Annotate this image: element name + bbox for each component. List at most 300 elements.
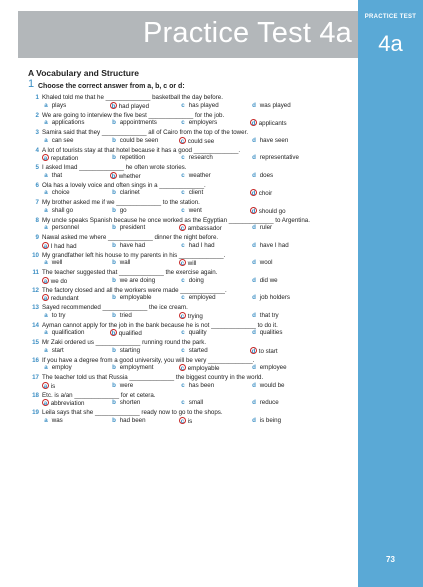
option-letter: a xyxy=(44,329,48,337)
answer-option[interactable] xyxy=(42,259,110,268)
question-number: 4 xyxy=(35,146,39,154)
answer-options xyxy=(28,294,354,303)
answer-option[interactable] xyxy=(110,347,179,356)
question-item xyxy=(28,164,354,181)
option-text: we do xyxy=(50,277,68,285)
question-text xyxy=(28,339,354,347)
question-prompt: Ayman cannot apply for the job in the bank because he is not _____________ to do it. xyxy=(42,321,278,329)
option-letter: b xyxy=(112,276,116,284)
option-text: was xyxy=(51,416,63,424)
side-tab-label: PRACTICE TEST xyxy=(364,14,417,20)
answer-option[interactable] xyxy=(42,137,110,146)
option-text: I had had xyxy=(50,242,77,250)
question-item xyxy=(28,112,354,129)
option-letter: c xyxy=(181,346,185,354)
question-text xyxy=(28,287,354,295)
option-letter: a xyxy=(44,311,48,319)
option-text: can see xyxy=(51,136,74,144)
question-text xyxy=(28,234,354,242)
answer-option[interactable] xyxy=(250,417,345,426)
answer-option[interactable] xyxy=(179,242,250,251)
option-letter: b xyxy=(112,311,116,319)
option-letter: a xyxy=(43,382,48,390)
title-banner xyxy=(18,11,358,58)
question-number: 12 xyxy=(32,286,39,294)
answer-option[interactable] xyxy=(42,329,110,338)
answer-option-selected[interactable] xyxy=(250,189,345,198)
option-text: repetition xyxy=(119,154,146,162)
option-letter: b xyxy=(111,102,116,110)
answer-option[interactable] xyxy=(110,399,179,408)
question-text xyxy=(28,164,354,172)
answer-options xyxy=(28,154,354,163)
answer-options xyxy=(28,399,354,408)
question-item xyxy=(28,409,354,426)
question-prompt: We are going to interview the five best _____________ for the job. xyxy=(42,111,225,119)
option-letter: d xyxy=(251,207,256,215)
option-text: shall go xyxy=(51,206,74,214)
question-item xyxy=(28,252,354,269)
option-text: would be xyxy=(259,381,285,389)
option-text: redundant xyxy=(50,295,79,303)
option-letter: d xyxy=(252,241,256,249)
question-prompt: The teacher suggested that _____________ the exercise again. xyxy=(42,269,218,276)
option-letter: a xyxy=(44,206,48,214)
question-text xyxy=(28,269,354,277)
option-text: weather xyxy=(188,171,211,179)
answer-options xyxy=(28,119,354,128)
option-text: is xyxy=(50,382,56,390)
answer-option[interactable] xyxy=(250,329,345,338)
answer-option[interactable] xyxy=(179,189,250,198)
answer-option-selected[interactable] xyxy=(179,312,250,321)
option-letter: b xyxy=(112,346,116,354)
option-text: qualified xyxy=(118,330,142,338)
answer-option[interactable] xyxy=(179,399,250,408)
question-number: 7 xyxy=(35,199,39,206)
option-text: tried xyxy=(119,311,132,319)
answer-option[interactable] xyxy=(110,207,179,216)
answer-option[interactable] xyxy=(110,242,179,251)
question-prompt: My uncle speaks Spanish because he once worked as the Egyptian _____________ to Argentina. xyxy=(42,216,310,224)
question-number: 6 xyxy=(35,181,39,189)
answer-option-selected[interactable] xyxy=(179,224,250,233)
option-letter: a xyxy=(44,259,48,267)
option-text: had played xyxy=(118,102,150,110)
answer-option[interactable] xyxy=(250,399,345,408)
question-number: 14 xyxy=(32,321,39,329)
question-item xyxy=(28,199,354,216)
option-text: does xyxy=(259,171,274,179)
option-letter: c xyxy=(181,189,185,197)
answer-option-selected[interactable] xyxy=(250,207,345,216)
question-number: 5 xyxy=(35,164,39,171)
option-letter: c xyxy=(181,154,185,162)
option-letter: a xyxy=(44,189,48,197)
question-prompt: Sayed recommended _____________ the ice cream. xyxy=(42,304,188,311)
option-letter: c xyxy=(181,294,185,302)
option-text: had been xyxy=(119,416,146,424)
answer-option[interactable] xyxy=(110,277,179,286)
answer-option-selected[interactable] xyxy=(42,382,110,391)
option-text: choir xyxy=(258,190,273,198)
option-text: employ xyxy=(51,364,72,372)
answer-option[interactable] xyxy=(42,189,110,198)
option-letter: b xyxy=(112,224,116,232)
option-text: qualities xyxy=(259,329,283,337)
question-item xyxy=(28,339,354,356)
answer-options xyxy=(28,347,354,356)
option-letter: a xyxy=(44,224,48,232)
option-letter: b xyxy=(112,381,116,389)
answer-option-selected[interactable] xyxy=(179,417,250,426)
question-prompt: Samira said that they _____________ all of Cairo from the top of the tower. xyxy=(42,129,249,136)
option-letter: a xyxy=(44,119,48,127)
option-letter: b xyxy=(112,364,116,372)
question-item xyxy=(28,182,354,199)
answer-option[interactable] xyxy=(179,347,250,356)
option-text: to try xyxy=(51,311,66,319)
option-text: qualification xyxy=(51,329,85,337)
option-letter: d xyxy=(252,364,256,372)
question-item xyxy=(28,287,354,304)
answer-option[interactable] xyxy=(179,277,250,286)
option-text: employers xyxy=(188,119,218,127)
option-text: wool xyxy=(259,259,273,267)
option-text: could be seen xyxy=(119,136,159,144)
answer-option[interactable] xyxy=(179,102,250,111)
answer-option[interactable] xyxy=(179,207,250,216)
answer-option[interactable] xyxy=(250,294,345,303)
option-letter: d xyxy=(252,259,256,267)
option-text: employable xyxy=(187,365,220,373)
question-prompt: If you have a degree from a good university, you will be very _____________. xyxy=(42,356,255,364)
answer-option[interactable] xyxy=(110,119,179,128)
option-letter: d xyxy=(252,329,256,337)
option-letter: c xyxy=(181,171,185,179)
answer-options xyxy=(28,259,354,268)
test-content xyxy=(28,67,354,427)
option-letter: d xyxy=(251,120,256,128)
option-letter: b xyxy=(112,259,116,267)
question-item xyxy=(28,392,354,409)
option-letter: d xyxy=(251,347,256,355)
option-letter: b xyxy=(111,172,116,180)
answer-option[interactable] xyxy=(42,224,110,233)
answer-options xyxy=(28,207,354,216)
question-text xyxy=(28,147,354,155)
answer-option-selected[interactable] xyxy=(250,347,345,356)
option-text: shorten xyxy=(119,399,141,407)
answer-option[interactable] xyxy=(110,364,179,373)
option-text: employment xyxy=(119,364,154,372)
option-text: we are doing xyxy=(119,276,156,284)
answer-option[interactable] xyxy=(42,347,110,356)
option-text: plays xyxy=(51,101,67,109)
option-text: abbreviation xyxy=(50,400,85,408)
question-prompt: Ola has a lovely voice and often sings in a _____________. xyxy=(42,181,206,189)
answer-option-selected[interactable] xyxy=(42,154,110,163)
answer-option[interactable] xyxy=(42,119,110,128)
option-text: client xyxy=(188,189,204,197)
option-letter: d xyxy=(252,311,256,319)
answer-option[interactable] xyxy=(179,154,250,163)
question-text xyxy=(28,252,354,260)
answer-options xyxy=(28,137,354,146)
option-text: will xyxy=(187,260,197,268)
question-text xyxy=(28,304,354,312)
question-number: 2 xyxy=(35,111,39,119)
option-text: clarinet xyxy=(119,189,140,197)
answer-option[interactable] xyxy=(42,417,110,426)
answer-option[interactable] xyxy=(42,312,110,321)
question-text xyxy=(28,94,354,102)
question-item xyxy=(28,304,354,321)
question-number: 1 xyxy=(35,94,39,101)
option-text: ambassador xyxy=(187,225,222,233)
question-item xyxy=(28,129,354,146)
question-text xyxy=(28,217,354,225)
answer-option[interactable] xyxy=(250,382,345,391)
question-text xyxy=(28,357,354,365)
answer-option-selected[interactable] xyxy=(110,172,179,181)
option-letter: d xyxy=(251,190,256,198)
answer-option[interactable] xyxy=(179,329,250,338)
option-letter: a xyxy=(43,295,48,303)
option-letter: c xyxy=(181,241,185,249)
question-number: 8 xyxy=(35,216,39,224)
question-item xyxy=(28,374,354,391)
question-prompt: Nawal asked me where _____________ dinner the night before. xyxy=(42,234,219,241)
question-text xyxy=(28,129,354,137)
option-letter: d xyxy=(252,294,256,302)
question-prompt: I asked Imad _____________ he often wrote stories. xyxy=(42,164,187,171)
answer-option-selected[interactable] xyxy=(42,277,110,286)
answer-option[interactable] xyxy=(110,417,179,426)
option-text: whether xyxy=(118,172,141,180)
option-text: reputation xyxy=(50,155,79,163)
option-letter: c xyxy=(181,206,185,214)
question-number: 9 xyxy=(35,234,39,241)
option-text: that xyxy=(51,171,63,179)
option-letter: c xyxy=(180,137,185,145)
answer-option[interactable] xyxy=(110,294,179,303)
side-tab-code: 4a xyxy=(378,31,403,56)
option-letter: c xyxy=(180,417,185,425)
option-letter: d xyxy=(252,276,256,284)
option-text: have I had xyxy=(259,241,289,249)
option-text: reduce xyxy=(259,399,279,407)
answer-option[interactable] xyxy=(250,137,345,146)
answer-option[interactable] xyxy=(179,294,250,303)
option-letter: d xyxy=(252,171,256,179)
answer-options xyxy=(28,364,354,373)
option-letter: c xyxy=(181,381,185,389)
question-text xyxy=(28,199,354,207)
option-letter: c xyxy=(180,225,185,233)
option-text: trying xyxy=(187,312,203,320)
answer-option-selected[interactable] xyxy=(110,102,179,111)
option-letter: c xyxy=(181,101,185,109)
option-letter: d xyxy=(252,154,256,162)
question-text xyxy=(28,374,354,382)
answer-option[interactable] xyxy=(250,364,345,373)
option-text: doing xyxy=(188,276,204,284)
option-text: is xyxy=(187,417,193,425)
question-text xyxy=(28,322,354,330)
answer-option[interactable] xyxy=(179,382,250,391)
option-text: was played xyxy=(259,101,291,109)
option-text: choice xyxy=(51,189,70,197)
answer-option-selected[interactable] xyxy=(110,329,179,338)
option-text: started xyxy=(188,346,208,354)
answer-option[interactable] xyxy=(179,172,250,181)
option-text: well xyxy=(51,259,63,267)
answer-option[interactable] xyxy=(250,277,345,286)
answer-option[interactable] xyxy=(250,242,345,251)
answer-options xyxy=(28,189,354,198)
option-letter: c xyxy=(180,365,185,373)
option-text: job holders xyxy=(259,294,291,302)
answer-option[interactable] xyxy=(110,154,179,163)
answer-options xyxy=(28,224,354,233)
option-text: start xyxy=(51,346,64,354)
question-item xyxy=(28,357,354,374)
option-letter: b xyxy=(112,399,116,407)
answer-option[interactable] xyxy=(42,364,110,373)
answer-option[interactable] xyxy=(250,224,345,233)
option-letter: b xyxy=(112,206,116,214)
question-prompt: The factory closed and all the workers were made _____________. xyxy=(42,286,227,294)
answer-option[interactable] xyxy=(110,312,179,321)
answer-options xyxy=(28,242,354,251)
answer-option[interactable] xyxy=(110,224,179,233)
option-letter: d xyxy=(252,136,256,144)
page-title: Practice Test 4a xyxy=(143,17,352,49)
answer-option[interactable] xyxy=(42,172,110,181)
answer-option[interactable] xyxy=(42,207,110,216)
option-letter: d xyxy=(252,381,256,389)
option-text: has been xyxy=(188,381,215,389)
question-text xyxy=(28,392,354,400)
question-text xyxy=(28,409,354,417)
answer-option[interactable] xyxy=(110,259,179,268)
option-letter: c xyxy=(181,276,185,284)
option-letter: a xyxy=(44,416,48,424)
option-letter: d xyxy=(252,416,256,424)
option-letter: b xyxy=(112,189,116,197)
option-text: to start xyxy=(258,347,278,355)
instruction xyxy=(28,78,354,92)
option-text: had I had xyxy=(188,241,215,249)
option-text: did we xyxy=(259,276,278,284)
option-letter: b xyxy=(112,416,116,424)
section-title: A Vocabulary and Structure xyxy=(28,68,139,78)
question-list xyxy=(28,94,354,426)
option-text: could see xyxy=(187,137,215,145)
option-letter: a xyxy=(43,277,48,285)
question-prompt: Leila says that she _____________ ready now to go to the shops. xyxy=(42,409,223,416)
option-letter: a xyxy=(44,171,48,179)
answer-option[interactable] xyxy=(250,172,345,181)
answer-option-selected[interactable] xyxy=(179,259,250,268)
option-letter: c xyxy=(180,260,185,268)
option-letter: c xyxy=(181,399,185,407)
option-text: wall xyxy=(119,259,131,267)
option-text: is being xyxy=(259,416,282,424)
question-number: 3 xyxy=(35,129,39,136)
option-letter: b xyxy=(112,136,116,144)
answer-options xyxy=(28,102,354,111)
option-text: small xyxy=(188,399,204,407)
answer-option[interactable] xyxy=(250,259,345,268)
answer-option-selected[interactable] xyxy=(179,137,250,146)
option-text: appointments xyxy=(119,119,157,127)
question-number: 17 xyxy=(32,374,39,381)
option-letter: d xyxy=(252,101,256,109)
option-letter: b xyxy=(112,119,116,127)
option-letter: b xyxy=(112,294,116,302)
option-letter: b xyxy=(111,330,116,338)
question-item xyxy=(28,322,354,339)
option-text: starting xyxy=(119,346,141,354)
answer-option-selected[interactable] xyxy=(42,242,110,251)
question-number: 11 xyxy=(32,269,39,276)
option-text: were xyxy=(119,381,134,389)
answer-option[interactable] xyxy=(250,102,345,111)
instruction-text: Choose the correct answer from a, b, c or d: xyxy=(38,83,185,90)
answer-option[interactable] xyxy=(110,137,179,146)
option-text: go xyxy=(119,206,127,214)
answer-options xyxy=(28,417,354,426)
answer-option-selected[interactable] xyxy=(42,399,110,408)
answer-options xyxy=(28,382,354,391)
answer-option-selected[interactable] xyxy=(250,119,345,128)
option-text: have seen xyxy=(259,136,289,144)
answer-option[interactable] xyxy=(110,189,179,198)
option-text: have had xyxy=(119,241,146,249)
question-number: 13 xyxy=(32,304,39,311)
question-item xyxy=(28,269,354,286)
answer-option[interactable] xyxy=(250,312,345,321)
question-number: 19 xyxy=(32,409,39,416)
question-prompt: Khaled told me that he _____________ basketball the day before. xyxy=(42,94,223,101)
option-letter: c xyxy=(181,329,185,337)
question-prompt: A lot of tourists stay at that hotel because it has a good _____________. xyxy=(42,146,241,154)
answer-option[interactable] xyxy=(42,102,110,111)
option-letter: a xyxy=(43,242,48,250)
option-text: personnel xyxy=(51,224,79,232)
answer-option-selected[interactable] xyxy=(179,364,250,373)
side-tab xyxy=(358,0,423,587)
option-letter: a xyxy=(43,400,48,408)
question-number: 16 xyxy=(32,356,39,364)
option-text: has played xyxy=(188,101,219,109)
answer-option[interactable] xyxy=(250,154,345,163)
question-item xyxy=(28,94,354,111)
instruction-number: 1 xyxy=(28,78,35,90)
option-letter: a xyxy=(44,101,48,109)
option-letter: c xyxy=(180,312,185,320)
answer-option[interactable] xyxy=(179,119,250,128)
answer-option-selected[interactable] xyxy=(42,294,110,303)
answer-option[interactable] xyxy=(110,382,179,391)
answer-options xyxy=(28,312,354,321)
answer-options xyxy=(28,329,354,338)
option-letter: a xyxy=(43,155,48,163)
option-letter: b xyxy=(112,241,116,249)
question-item xyxy=(28,147,354,164)
